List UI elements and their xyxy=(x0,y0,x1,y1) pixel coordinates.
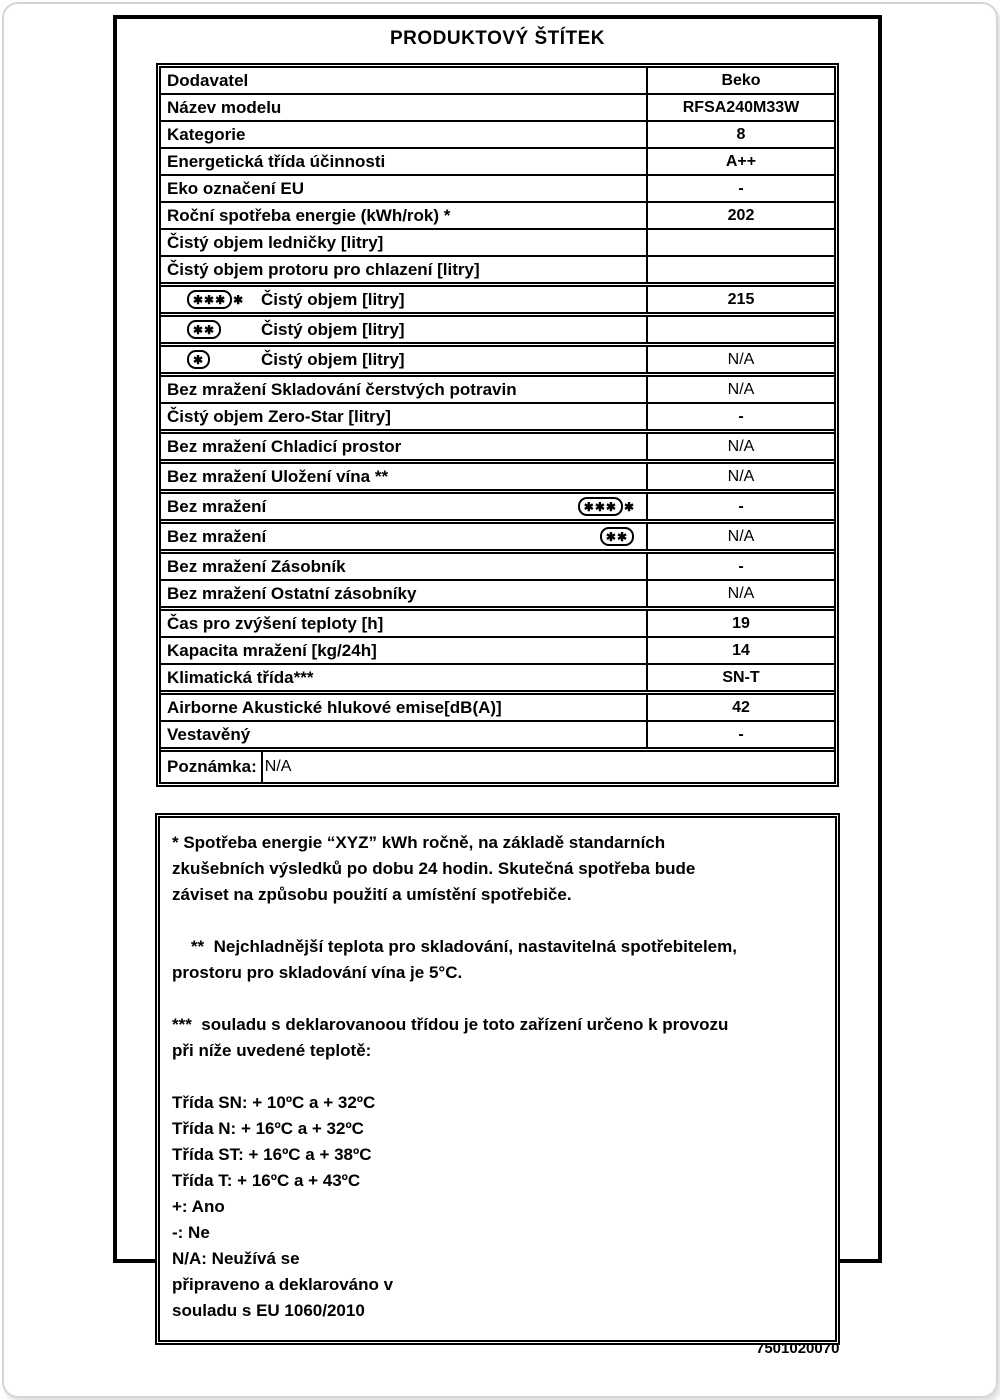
row-label-cell xyxy=(161,494,648,519)
row-value: Beko xyxy=(721,71,761,89)
note-line: Třída SN: + 10ºC a + 32ºC xyxy=(172,1093,376,1112)
row-value xyxy=(648,317,834,342)
row-label-cell xyxy=(161,524,648,549)
two-star-freezer-icon xyxy=(187,320,221,339)
row-value: - xyxy=(738,497,744,515)
row-label: Eko označení EU xyxy=(167,178,304,198)
row-label: Čistý objem [litry] xyxy=(261,349,405,369)
note-line: při níže uvedené teplotě: xyxy=(172,1041,372,1060)
row-value: 19 xyxy=(732,614,750,632)
row-label: Bez mražení xyxy=(167,526,267,546)
row-value: 42 xyxy=(732,698,750,716)
two-star-freezer-icon xyxy=(600,527,634,546)
row-label: Bez mražení Ostatní zásobníky xyxy=(167,583,417,603)
table-row xyxy=(161,489,834,519)
note-line: prostoru pro skladování vína je 5°C. xyxy=(172,963,463,982)
row-label-cell xyxy=(161,665,648,690)
outer-star: ✱ xyxy=(623,499,634,514)
row-label: Čas pro zvýšení teploty [h] xyxy=(167,613,384,633)
table-row xyxy=(161,201,834,228)
table-row xyxy=(161,282,834,312)
row-value: - xyxy=(738,725,744,743)
row-value: N/A xyxy=(727,350,755,368)
icon-area xyxy=(187,320,261,339)
row-value: 215 xyxy=(727,290,755,308)
row-label-cell xyxy=(161,122,648,147)
row-label-cell xyxy=(161,377,648,402)
row-value: N/A xyxy=(727,380,755,398)
icon-area xyxy=(187,290,261,309)
row-value: 202 xyxy=(727,206,755,224)
one-star-freezer-icon xyxy=(187,350,210,369)
row-label: Kapacita mražení [kg/24h] xyxy=(167,640,377,660)
table-row xyxy=(161,519,834,549)
row-label: Klimatická třída*** xyxy=(167,667,314,687)
table-row xyxy=(161,147,834,174)
row-label: Čistý objem [litry] xyxy=(261,289,405,309)
row-label-cell xyxy=(161,317,648,342)
icon-area xyxy=(187,350,261,369)
row-label-cell xyxy=(161,347,648,372)
row-label: Bez mražení Zásobník xyxy=(167,556,346,576)
four-star-freezer-icon xyxy=(578,497,634,516)
row-label: Bez mražení Skladování čerstvých potravin xyxy=(167,379,517,399)
note-line: Třída ST: + 16ºC a + 38ºC xyxy=(172,1145,372,1164)
row-label-cell xyxy=(161,287,648,312)
note-line: +: Ano xyxy=(172,1197,225,1216)
row-label-cell xyxy=(161,404,648,429)
table-row xyxy=(161,312,834,342)
row-label: Bez mražení Chladicí prostor xyxy=(167,436,402,456)
row-label-cell xyxy=(161,149,648,174)
note-line: připraveno a deklarováno v xyxy=(172,1275,394,1294)
row-value: - xyxy=(738,179,744,197)
row-label-cell xyxy=(161,434,648,459)
page-title: PRODUKTOVÝ ŠTÍTEK xyxy=(389,28,606,49)
note-line: N/A: Neužívá se xyxy=(172,1249,300,1268)
row-label: Název modelu xyxy=(167,97,282,117)
note-line: * Spotřeba energie “XYZ” kWh ročně, na základě standarních xyxy=(172,833,666,852)
row-value xyxy=(648,257,834,282)
star-pill: ✱✱ xyxy=(600,527,634,546)
row-label-cell xyxy=(161,722,648,747)
row-label-cell xyxy=(161,638,648,663)
row-value: N/A xyxy=(727,467,755,485)
table-row xyxy=(161,120,834,147)
four-star-freezer-icon xyxy=(187,290,243,309)
row-label-cell xyxy=(161,554,648,579)
note-line: zkušebních výsledků po dobu 24 hodin. Skutečná spotřeba bude xyxy=(172,859,696,878)
table-row xyxy=(161,663,834,690)
row-label-cell xyxy=(161,611,648,636)
row-label: Dodavatel xyxy=(167,70,249,90)
star-pill: ✱✱ xyxy=(187,320,221,339)
star-pill: ✱✱✱ xyxy=(187,290,232,309)
row-label: Airborne Akustické hlukové emise[dB(A)] xyxy=(167,697,502,717)
row-value: RFSA240M33W xyxy=(682,98,800,116)
row-label-cell xyxy=(161,695,648,720)
star-pill: ✱✱✱ xyxy=(578,497,623,516)
note-line: souladu s EU 1060/2010 xyxy=(172,1301,365,1320)
table-row xyxy=(161,720,834,747)
star-pill: ✱ xyxy=(187,350,210,369)
row-label: Čistý objem ledničky [litry] xyxy=(167,232,384,252)
row-value: N/A xyxy=(727,437,755,455)
row-label: Bez mražení xyxy=(167,496,267,516)
row-label: Energetická třída účinnosti xyxy=(167,151,386,171)
table-row xyxy=(161,68,834,93)
note-blank-line xyxy=(172,1064,821,1090)
table-row xyxy=(161,429,834,459)
table-row xyxy=(161,228,834,255)
row-value: 8 xyxy=(736,125,746,143)
row-label: Roční spotřeba energie (kWh/rok) * xyxy=(167,205,451,225)
row-label-cell xyxy=(161,230,648,255)
cell-divider xyxy=(261,752,263,782)
row-value: - xyxy=(738,407,744,425)
row-label-cell xyxy=(161,176,648,201)
row-value: 14 xyxy=(732,641,750,659)
row-label: Čistý objem Zero-Star [litry] xyxy=(167,406,391,426)
note-line: ** Nejchladnější teplota pro skladování, nastavitelná spotřebitelem, xyxy=(172,937,737,956)
row-value: N/A xyxy=(264,758,292,775)
row-label-cell xyxy=(161,581,648,606)
label-outer-frame xyxy=(113,15,882,1320)
note-blank-line xyxy=(172,908,821,934)
note-line: -: Ne xyxy=(172,1223,210,1242)
table-row xyxy=(161,579,834,606)
outer-star: ✱ xyxy=(233,292,244,307)
row-label: Čistý objem [litry] xyxy=(261,319,405,339)
row-value: N/A xyxy=(727,584,755,602)
note-line: záviset na způsobu použití a umístění spotřebiče. xyxy=(172,885,572,904)
row-value: - xyxy=(738,557,744,575)
row-value: A++ xyxy=(725,152,757,170)
row-label-cell xyxy=(161,95,648,120)
note-line: Třída N: + 16ºC a + 32ºC xyxy=(172,1119,364,1138)
row-label-cell xyxy=(161,68,648,93)
table-row xyxy=(161,636,834,663)
note-blank-line xyxy=(172,986,821,1012)
table-row xyxy=(161,459,834,489)
footnotes-box xyxy=(155,813,840,1345)
document-code: 7501020070 xyxy=(756,1340,840,1357)
row-value: SN-T xyxy=(722,668,760,686)
row-label: Poznámka: xyxy=(167,757,257,776)
product-spec-table xyxy=(156,63,839,787)
table-row xyxy=(161,402,834,429)
note-line: Třída T: + 16ºC a + 43ºC xyxy=(172,1171,361,1190)
row-label: Kategorie xyxy=(167,124,246,144)
row-label-cell xyxy=(161,257,648,282)
table-row xyxy=(161,690,834,720)
note-line: *** souladu s deklarovanoou třídou je toto zařízení určeno k provozu xyxy=(172,1015,729,1034)
row-label: Vestavěný xyxy=(167,724,251,744)
table-row xyxy=(161,255,834,282)
row-label: Bez mražení Uložení vína ** xyxy=(167,466,389,486)
table-row xyxy=(161,606,834,636)
table-row xyxy=(161,342,834,372)
note-table-row xyxy=(161,747,834,782)
table-row xyxy=(161,174,834,201)
row-value xyxy=(648,230,834,255)
table-row xyxy=(161,549,834,579)
table-row xyxy=(161,372,834,402)
row-label: Čistý objem protoru pro chlazení [litry] xyxy=(167,259,480,279)
row-label-cell xyxy=(161,203,648,228)
row-value: N/A xyxy=(727,527,755,545)
table-row xyxy=(161,93,834,120)
row-label-cell xyxy=(161,464,648,489)
